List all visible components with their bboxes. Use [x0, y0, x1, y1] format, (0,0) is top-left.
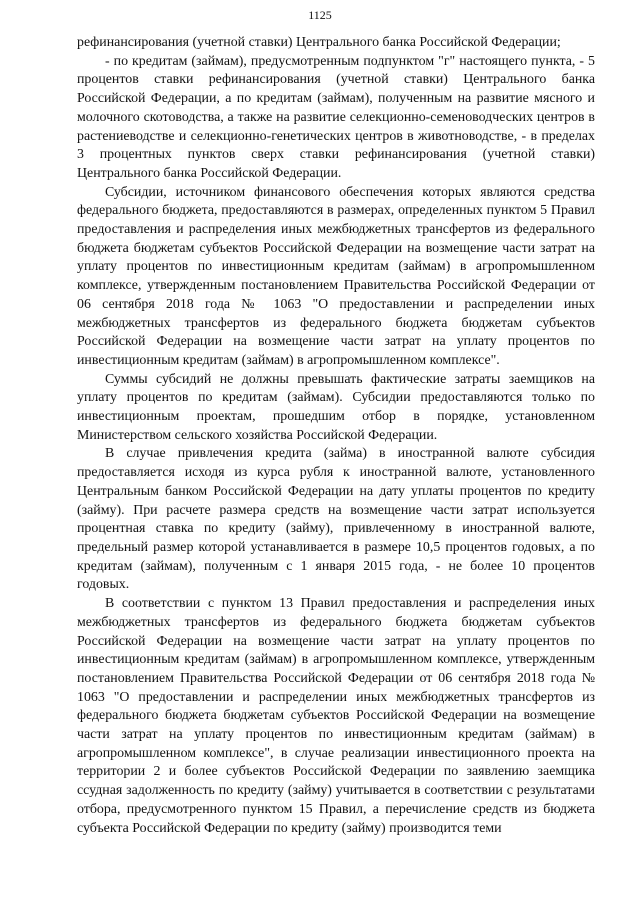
page-number: 1125: [308, 8, 332, 22]
paragraph: В случае привлечения кредита (займа) в иностранной валюте субсидия предоставляется исходя из курса рубля к иностранной валюте, установленного Центральным банком Российской Федерации на дату уплаты процентов по кредиту (займу). При расчете размера средств на возмещение части затрат используется процентная ставка по кредиту (займу), привлеченному в иностранной валюте, предельный размер которой устанавливается в размере 10,5 процентов годовых, а по кредитам (займам), полученным с 1 января 2015 года, - не более 10 процентов годовых.: [77, 446, 595, 593]
paragraph: - по кредитам (займам), предусмотренным подпунктом "г" настоящего пункта, - 5 процентов ставки рефинансирования (учетной ставки) Центрального банка Российской Федерации, а по кредитам (займам), полученным на развитие мясного и молочного скотоводства, а также на развитие селекционно-семеноводческих центров в растениеводстве и селекционно-генетических центров в животноводстве, - в пределах 3 процентных пунктов сверх ставки рефинансирования (учетной ставки) Центрального банка Российской Федерации.: [77, 53, 595, 181]
document-body: [77, 34, 595, 838]
paragraph: Субсидии, источником финансового обеспечения которых являются средства федерального бюджета, предоставляются в размерах, определенных пунктом 5 Правил предоставления и распределения иных межбюджетных трансфертов из федерального бюджета бюджетам субъектов Российской Федерации на возмещение части затрат на уплату процентов по инвестиционным кредитам (займам) в агропромышленном комплексе, утвержденным постановлением Правительства Российской Федерации от 06 сентября 2018 года № 1063 "О предоставлении и распределении иных межбюджетных трансфертов из федерального бюджета бюджетам субъектов Российской Федерации на возмещение части затрат на уплату процентов по инвестиционным кредитам (займам) в агропромышленном комплексе".: [77, 184, 595, 368]
paragraph: рефинансирования (учетной ставки) Центрального банка Российской Федерации;: [77, 35, 561, 50]
paragraph: В соответствии с пунктом 13 Правил предоставления и распределения иных межбюджетных трансфертов из федерального бюджета бюджетам субъектов Российской Федерации на возмещение части затрат на уплату процентов по инвестиционным кредитам (займам) в агропромышленном комплексе, утвержденным постановлением Правительства Российской Федерации от 06 сентября 2018 года № 1063 "О предоставлении и распределении иных межбюджетных трансфертов из федерального бюджета бюджетам субъектов Российской Федерации на возмещение части затрат на уплату процентов по инвестиционным кредитам (займам) в агропромышленном комплексе", в случае реализации инвестиционного проекта на территории 2 и более субъектов Российской Федерации по заявлению заемщика ссудная задолженность по кредиту (займу) учитывается в соответствии с результатами отбора, предусмотренного пунктом 15 Правил, а перечисление средств из бюджета субъекта Российской Федерации по кредиту (займу) производится теми: [77, 596, 595, 836]
paragraph: Суммы субсидий не должны превышать фактические затраты заемщиков на уплату процентов по кредитам (займам). Субсидии предоставляются только по инвестиционным проектам, прошедшим отбор в порядке, установленном Министерством сельского хозяйства Российской Федерации.: [77, 371, 595, 443]
